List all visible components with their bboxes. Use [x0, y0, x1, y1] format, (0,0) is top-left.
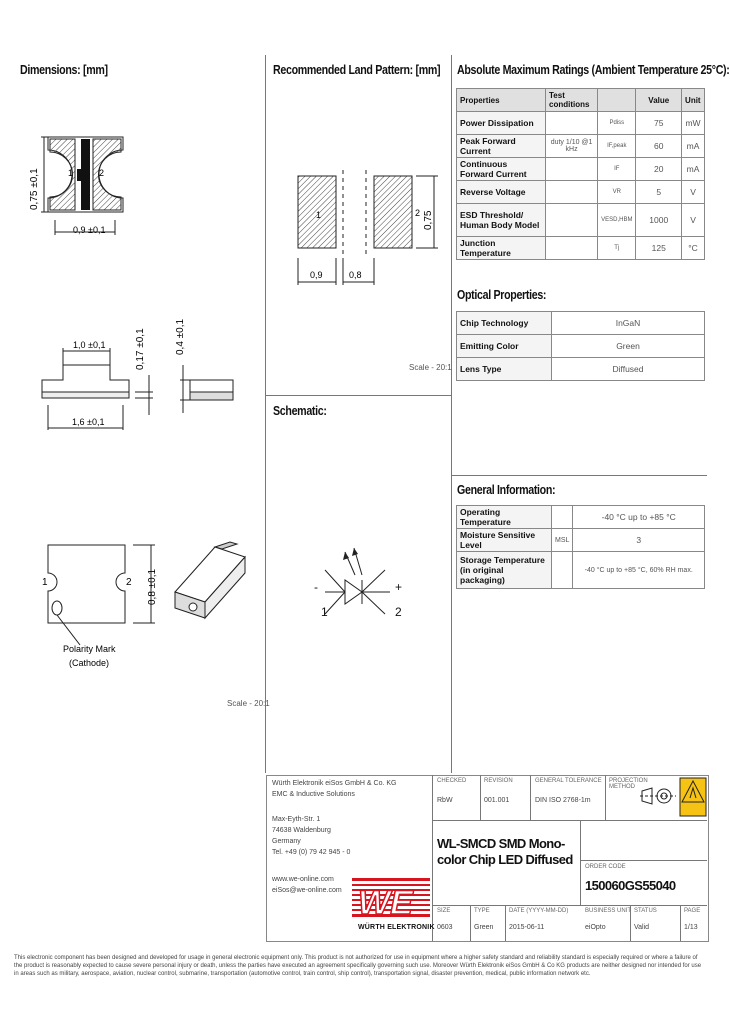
rating-cond [546, 204, 598, 237]
ratings-header-properties: Properties [457, 89, 546, 112]
rating-cond: duty 1/10 @1 kHz [546, 135, 598, 158]
email-link[interactable]: eiSos@we-online.com [272, 887, 342, 894]
land-w2: 0,8 [349, 270, 362, 280]
table-row [457, 204, 705, 237]
rating-prop: Junction Temperature [457, 237, 546, 260]
logo-text: WÜRTH ELEKTRONIK [358, 924, 435, 931]
general-pre [552, 506, 573, 529]
optical-prop: Emitting Color [457, 335, 552, 358]
revision-label: REVISION [484, 778, 513, 784]
type-label: TYPE [474, 908, 490, 914]
address-phone: Tel. +49 (0) 79 42 945 - 0 [272, 849, 351, 856]
table-row [457, 335, 705, 358]
ratings-header-symbol [598, 89, 636, 112]
polarity-mark-label: Polarity Mark [63, 644, 116, 654]
business-value: eiOpto [585, 924, 606, 931]
optical-value: Diffused [552, 358, 705, 381]
rating-sym: VESD,HBM [598, 204, 636, 237]
page-value: 1/13 [684, 924, 698, 931]
general-value: -40 °C up to +85 °C [573, 506, 705, 529]
rating-unit: mW [682, 112, 705, 135]
rating-prop: ESD Threshold/ Human Body Model [457, 204, 546, 237]
general-pre: MSL [552, 529, 573, 552]
revision-value: 001.001 [484, 797, 510, 804]
table-row [457, 135, 705, 158]
bottom-pin1-label: 1 [42, 577, 48, 588]
size-label: SIZE [437, 908, 451, 914]
esd-warning-icon [680, 778, 706, 816]
table-row [457, 158, 705, 181]
divider-optical-general [452, 475, 707, 476]
general-prop: Storage Temperature (in original packaging) [457, 552, 552, 589]
page-label: PAGE [684, 908, 701, 914]
rating-value: 20 [636, 158, 682, 181]
table-row [457, 237, 705, 260]
dim-09-label: 0,9 ±0,1 [73, 225, 106, 235]
rating-sym: Tj [598, 237, 636, 260]
general-tol-value: DIN ISO 2768-1m [535, 797, 591, 804]
optical-prop: Chip Technology [457, 312, 552, 335]
divider-land-schematic [266, 395, 451, 396]
rating-prop: Power Dissipation [457, 112, 546, 135]
optical-prop: Lens Type [457, 358, 552, 381]
dimensions-drawing [15, 95, 270, 725]
general-table [456, 505, 705, 589]
status-label: STATUS [634, 908, 657, 914]
order-code-label: ORDER CODE [585, 864, 626, 870]
schematic-plus: + [395, 580, 403, 594]
address-city: 74638 Waldenburg [272, 827, 331, 834]
ratings-header-row [457, 89, 705, 112]
rating-cond [546, 112, 598, 135]
rating-prop: Peak Forward Current [457, 135, 546, 158]
ratings-header-value: Value [636, 89, 682, 112]
dim-08-label: 0,8 ±0,1 [147, 568, 158, 605]
general-value: -40 °C up to +85 °C, 60% RH max. [573, 552, 705, 589]
column-divider-2 [451, 55, 452, 773]
land-pattern-drawing [266, 130, 451, 380]
led-3d-view [175, 542, 245, 618]
rating-value: 1000 [636, 204, 682, 237]
rating-prop: Continuous Forward Current [457, 158, 546, 181]
rating-unit: mA [682, 158, 705, 181]
optical-value: InGaN [552, 312, 705, 335]
company-name: Würth Elektronik eiSos GmbH & Co. KG [272, 780, 397, 787]
top-pin1-label: 1 [68, 168, 74, 178]
rating-value: 5 [636, 181, 682, 204]
general-value: 3 [573, 529, 705, 552]
projection-label: PROJECTION METHOD [609, 778, 648, 790]
bottom-view [48, 545, 155, 645]
address-street: Max-Eyth-Str. 1 [272, 816, 321, 823]
top-view [41, 137, 123, 235]
end-view [180, 365, 233, 413]
optical-title: Optical Properties: [457, 287, 547, 302]
rating-unit: °C [682, 237, 705, 260]
rating-value: 125 [636, 237, 682, 260]
size-value: 0603 [437, 924, 453, 931]
svg-text:WE: WE [358, 884, 413, 922]
general-pre [552, 552, 573, 589]
rating-sym: IF,peak [598, 135, 636, 158]
status-value: Valid [634, 924, 650, 931]
rating-unit: V [682, 181, 705, 204]
schematic-pin1: 1 [321, 605, 328, 619]
bottom-pin2-label: 2 [126, 577, 132, 588]
rating-sym: Pdiss [598, 112, 636, 135]
document-title: WL-SMCD SMD Mono-color Chip LED Diffused [437, 836, 573, 867]
type-value: Green [474, 924, 494, 931]
dim-017-label: 0,17 ±0,1 [135, 328, 146, 370]
date-value: 2015-06-11 [509, 924, 545, 931]
ratings-header-conditions: Test conditions [546, 89, 598, 112]
web-link[interactable]: www.we-online.com [272, 876, 334, 883]
rating-cond [546, 158, 598, 181]
table-row [457, 181, 705, 204]
company-division: EMC & Inductive Solutions [272, 791, 355, 798]
land-pin2: 2 [415, 208, 421, 218]
table-row [457, 312, 705, 335]
optical-table [456, 311, 705, 381]
scale-land: Scale - 20:1 [409, 363, 452, 372]
ratings-header-unit: Unit [682, 89, 705, 112]
ratings-table [456, 88, 705, 260]
order-code: 150060GS55040 [585, 878, 676, 893]
general-title: General Information: [457, 482, 556, 497]
rating-sym: VR [598, 181, 636, 204]
table-row [457, 358, 705, 381]
rating-unit: V [682, 204, 705, 237]
rating-cond [546, 181, 598, 204]
general-prop: Operating Temperature [457, 506, 552, 529]
checked-label: CHECKED [437, 778, 467, 784]
land-pattern-title: Recommended Land Pattern: [mm] [273, 62, 441, 77]
top-pin2-label: 2 [99, 168, 105, 178]
land-w1: 0,9 [310, 270, 323, 280]
land-pin1: 1 [316, 210, 322, 220]
schematic-minus: - [314, 580, 318, 594]
dim-04-label: 0,4 ±0,1 [175, 318, 186, 355]
disclaimer: This electronic component has been designed and developed for usage in general electronic equipment only. This product is not authorized for use in equipment where a higher safety standard and reliability standard is especially required or where a failure of the product is reasonably expected to cause severe personal injury or death, unless the parties have executed an agreement specifically governing such use. Moreover Würth Elektronik eiSos GmbH & Co KG products are neither designed nor intended for use in areas such as military, aerospace, aviation, nuclear control, submarine, transportation (automotive control, train control, ship control), transportation signal, disaster prevention, medical, public information network etc. [14, 955, 702, 977]
land-h: 0,75 [423, 210, 434, 230]
dim-16-label: 1,6 ±0,1 [72, 417, 105, 427]
optical-value: Green [552, 335, 705, 358]
dim-10-label: 1,0 ±0,1 [73, 340, 106, 350]
schematic-title: Schematic: [273, 403, 327, 418]
rating-value: 60 [636, 135, 682, 158]
business-label: BUSINESS UNIT [585, 908, 632, 914]
table-row [457, 529, 705, 552]
schematic-pin2: 2 [395, 605, 402, 619]
table-row [457, 552, 705, 589]
date-label: DATE (YYYY-MM-DD) [509, 908, 569, 914]
rating-value: 75 [636, 112, 682, 135]
scale-dimensions: Scale - 20:1 [227, 699, 270, 708]
address-country: Germany [272, 838, 301, 845]
rating-prop: Reverse Voltage [457, 181, 546, 204]
dimensions-title: Dimensions: [mm] [20, 62, 108, 77]
checked-value: RbW [437, 797, 453, 804]
general-tol-label: GENERAL TOLERANCE [535, 778, 602, 784]
rating-unit: mA [682, 135, 705, 158]
general-prop: Moisture Sensitive Level [457, 529, 552, 552]
rating-sym: IF [598, 158, 636, 181]
ratings-title: Absolute Maximum Ratings (Ambient Temperature 25°C): [457, 62, 730, 77]
rating-cond [546, 237, 598, 260]
table-row [457, 112, 705, 135]
dim-075-label: 0,75 ±0,1 [29, 168, 40, 210]
table-row [457, 506, 705, 529]
polarity-cathode-label: (Cathode) [69, 658, 110, 668]
projection-symbol-icon [640, 785, 676, 807]
